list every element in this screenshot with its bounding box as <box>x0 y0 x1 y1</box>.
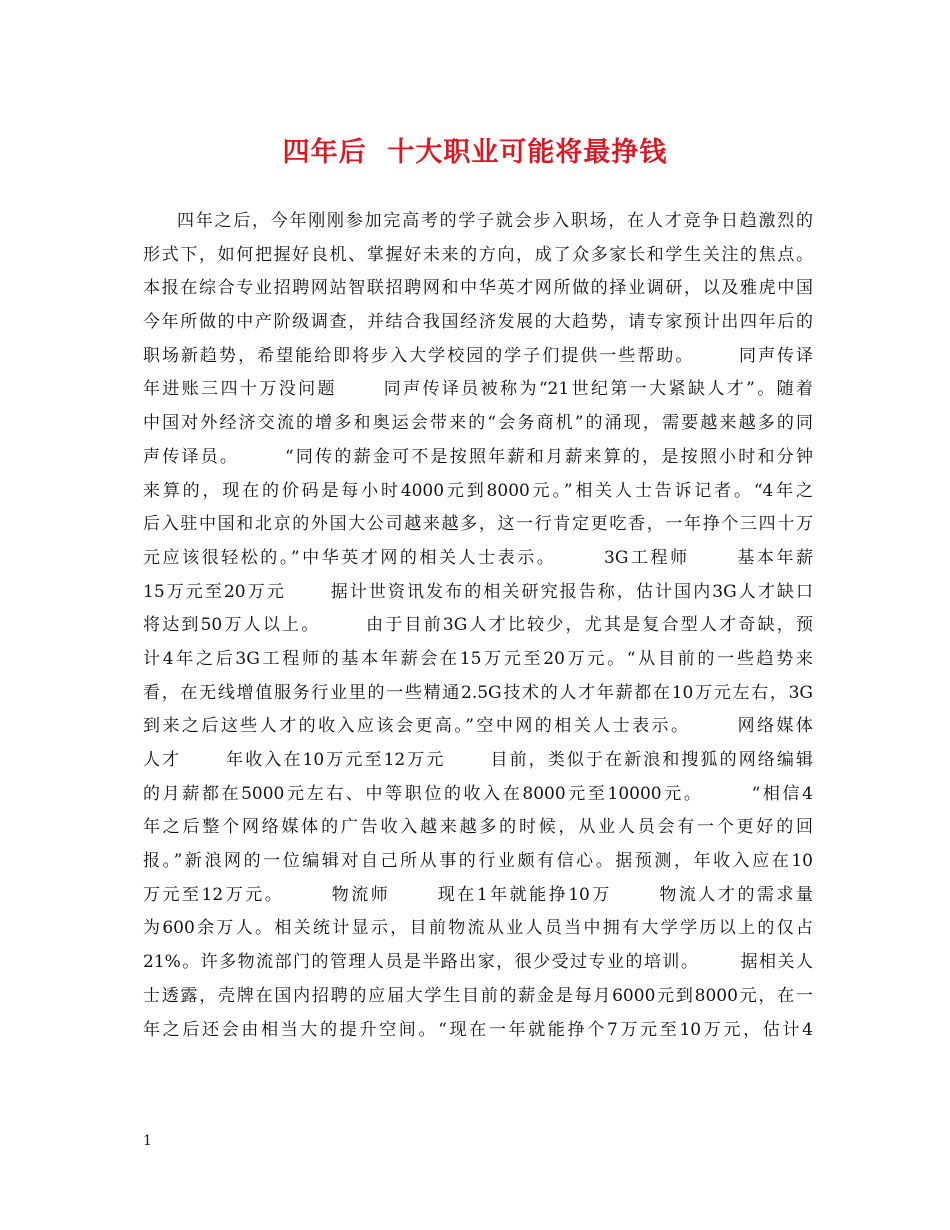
text-line: 年之后整个网络媒体的广告收入越来越多的时候，从业人员会有一个更好的回 <box>143 817 813 838</box>
text-line: 形式下，如何把握好良机、掌握好未来的方向，成了众多家长和学生关注的焦点。 <box>143 244 813 265</box>
text-line: 为600余万人。相关统计显示，目前物流从业人员当中拥有大学学历以上的仅占 <box>143 918 813 939</box>
text-line: 四年之后，今年刚刚参加完高考的学子就会步入职场，在人才竞争日趋激烈的 <box>177 211 813 231</box>
text-line: 计4年之后3G工程师的基本年薪会在15万元至20万元。“从目前的一些趋势来 <box>143 648 813 669</box>
text-line: 声传译员。 “同传的薪金可不是按照年薪和月薪来算的，是按照小时和分钟 <box>143 446 813 467</box>
text-line: 报。”新浪网的一位编辑对自己所从事的行业颇有信心。据预测，年收入应在10 <box>143 851 813 872</box>
text-line: 21%。许多物流部门的管理人员是半路出家，很少受过专业的培训。 据相关人 <box>143 952 813 973</box>
text-line: 本报在综合专业招聘网站智联招聘网和中华英才网所做的择业调研，以及雅虎中国 <box>143 278 813 299</box>
text-line: 看，在无线增值服务行业里的一些精通2.5G技术的人才年薪都在10万元左右，3G <box>143 682 813 703</box>
text-line: 职场新趋势，希望能给即将步入大学校园的学子们提供一些帮助。 同声传译 <box>143 345 813 366</box>
page-number: 1 <box>143 1133 152 1149</box>
text-line: 的月薪都在5000元左右、中等职位的收入在8000元至10000元。 “相信4 <box>143 783 813 804</box>
text-line: 中国对外经济交流的增多和奥运会带来的“会务商机”的涌现，需要越来越多的同 <box>143 413 813 434</box>
text-line: 将达到50万人以上。 由于目前3G人才比较少，尤其是复合型人才奇缺，预 <box>143 615 813 636</box>
text-line: 后入驻中国和北京的外国大公司越来越多，这一行肯定更吃香，一年挣个三四十万 <box>143 514 813 535</box>
text-line: 年之后还会由相当大的提升空间。“现在一年就能挣个7万元至10万元，估计4 <box>143 1019 813 1040</box>
text-line: 元应该很轻松的。”中华英才网的相关人士表示。 3G工程师 基本年薪 <box>143 547 813 568</box>
article-title: 四年后 十大职业可能将最挣钱 <box>282 137 668 168</box>
article-body <box>143 205 813 1047</box>
text-line: 来算的，现在的价码是每小时4000元到8000元。”相关人士告诉记者。“4年之 <box>143 480 813 501</box>
text-line: 今年所做的中产阶级调查，并结合我国经济发展的大趋势，请专家预计出四年后的 <box>143 312 813 333</box>
text-line: 人才 年收入在10万元至12万元 目前，类似于在新浪和搜狐的网络编辑 <box>143 750 813 770</box>
text-line: 年进账三四十万没问题 同声传译员被称为“21世纪第一大紧缺人才”。随着 <box>143 379 813 400</box>
text-line: 到来之后这些人才的收入应该会更高。”空中网的相关人士表示。 网络媒体 <box>143 716 813 737</box>
text-line: 士透露，壳牌在国内招聘的应届大学生目前的薪金是每月6000元到8000元，在一 <box>143 985 813 1006</box>
text-line: 万元至12万元。 物流师 现在1年就能挣10万 物流人才的需求量 <box>143 884 813 905</box>
text-line: 15万元至20万元 据计世资讯发布的相关研究报告称，估计国内3G人才缺口 <box>143 581 813 602</box>
